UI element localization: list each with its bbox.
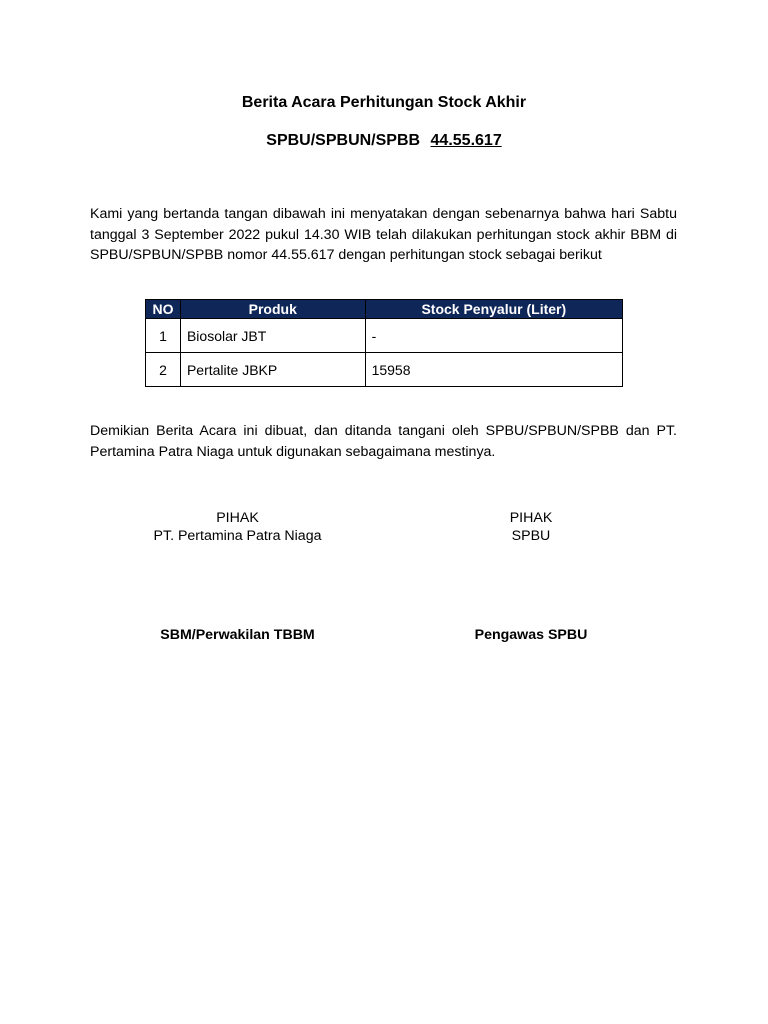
table-header-row <box>146 300 623 319</box>
table-row <box>146 319 623 353</box>
intro-paragraph: Kami yang bertanda tangan dibawah ini menyatakan dengan sebenarnya bahwa hari Sabtu tanggal 3 September 2022 pukul 14.30 WIB telah dilakukan perhitungan stock akhir BBM di SPBU/SPBUN/SPBB nomor 44.55.617 dengan perhitungan stock sebagai berikut <box>90 206 677 263</box>
row-stock: - <box>365 319 622 353</box>
party-label: PIHAK <box>509 510 553 526</box>
document-subtitle <box>0 132 768 150</box>
document-title: Berita Acara Perhitungan Stock Akhir <box>241 94 527 111</box>
spbu-code: 44.55.617 <box>430 132 502 149</box>
row-no: 1 <box>146 319 181 353</box>
stock-table <box>145 299 623 387</box>
signer-right: Pengawas SPBU <box>474 627 588 643</box>
row-product: Biosolar JBT <box>180 319 365 353</box>
closing-paragraph: Demikian Berita Acara ini dibuat, dan ditanda tangani oleh SPBU/SPBUN/SPBB dan PT. Pertamina Patra Niaga untuk digunakan sebagaimana mestinya. <box>90 423 677 460</box>
party-org: SPBU <box>511 528 551 544</box>
signature-block-left <box>130 509 345 545</box>
table-row <box>146 353 623 387</box>
row-product: Pertalite JBKP <box>180 353 365 387</box>
header-stock: Stock Penyalur (Liter) <box>365 300 622 319</box>
header-product: Produk <box>180 300 365 319</box>
signature-block-right <box>450 509 612 545</box>
subtitle-label: SPBU/SPBUN/SPBB <box>266 132 421 149</box>
signer-left: SBM/Perwakilan TBBM <box>160 627 315 643</box>
party-org: PT. Pertamina Patra Niaga <box>153 528 322 544</box>
header-no: NO <box>146 300 181 319</box>
party-label: PIHAK <box>216 510 259 526</box>
row-no: 2 <box>146 353 181 387</box>
row-stock: 15958 <box>365 353 622 387</box>
